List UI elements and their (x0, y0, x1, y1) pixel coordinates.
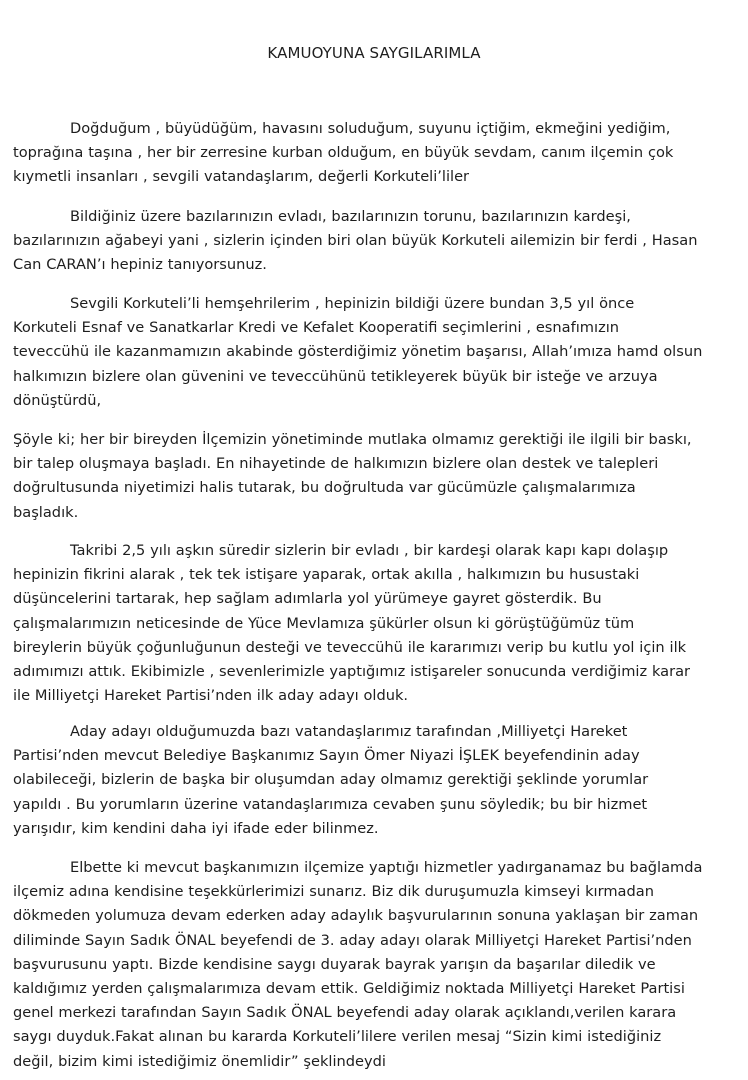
paragraph-line: Partisi’nden mevcut Belediye Başkanımız Sayın Ömer Niyazi İŞLEK beyefendinin aday (13, 747, 640, 765)
paragraph-1 (13, 117, 725, 190)
paragraph-line: genel merkezi tarafından Sayın Sadık ÖNAL beyefendi aday olarak açıklandı,verilen karara (13, 1004, 677, 1022)
paragraph-line: Sevgili Korkuteli’li hemşehrilerim , hepinizin bildiği üzere bundan 3,5 yıl önce (70, 295, 635, 312)
paragraph-5 (13, 539, 725, 708)
paragraph-line: teveccühü ile kazanmamızın akabinde gösterdiğimiz yönetim başarısı, Allah’ımıza hamd olsun (13, 343, 703, 361)
paragraph-line: bazılarınızın ağabeyi yani , sizlerin içinden biri olan büyük Korkuteli ailemizin bir ferdi , Hasan (13, 232, 698, 250)
paragraph-line: kaldığımız yerden çalışmalarımıza devam ettik. Geldiğimiz noktada Milliyetçi Hareket Partisi (13, 980, 685, 998)
paragraph-line: değil, bizim kimi istediğimiz önemlidir” şeklindeydi (13, 1052, 386, 1070)
paragraph-line: Can CARAN’ı hepiniz tanıyorsunuz. (13, 256, 267, 274)
paragraph-line: doğrultusunda niyetimizi halis tutarak, bu doğrultuda var gücümüzle çalışmalarımıza (13, 479, 636, 497)
paragraph-line: yapıldı . Bu yorumların üzerine vatandaşlarımıza cevaben şunu söyledik; bu bir hizmet (13, 795, 648, 813)
paragraph-line: düşüncelerini tartarak, hep sağlam adımlarla yol yürümeye gayret gösterdik. Bu (13, 590, 602, 608)
paragraph-3 (13, 292, 725, 413)
paragraph-line: hepinizin fikrini alarak , tek tek istişare yaparak, ortak akılla , halkımızın bu husustaki (13, 566, 640, 584)
paragraph-line: başladık. (13, 503, 79, 521)
paragraph-line: dönüştürdü, (13, 391, 102, 409)
paragraph-line: dökmeden yolumuza devam ederken aday adaylık başvurularının sonuna yaklaşan bir zaman (13, 907, 699, 925)
paragraph-line: Bildiğiniz üzere bazılarınızın evladı, bazılarınızın torunu, bazılarınızın kardeşi, (70, 208, 631, 225)
paragraph-line: Takribi 2,5 yılı aşkın süredir sizlerin bir evladı , bir kardeşi olarak kapı kapı dolaşıp (70, 542, 669, 559)
paragraph-6 (13, 720, 725, 841)
paragraph-line: olabileceği, bizlerin de başka bir oluşumdan aday olmamız gerektiği şeklinde yorumlar (13, 771, 649, 789)
paragraph-line: ile Milliyetçi Hareket Partisi’nden ilk aday adayı olduk. (13, 687, 409, 705)
paragraph-4 (13, 428, 725, 525)
paragraph-line: bir talep oluşmaya başladı. En nihayetinde de halkımızın bizlere olan destek ve talepleri (13, 455, 659, 473)
paragraph-line: diliminde Sayın Sadık ÖNAL beyefendi de 3. aday adayı olarak Milliyetçi Hareket Partisi’nden (13, 931, 692, 949)
paragraph-line: toprağına taşına , her bir zerresine kurban olduğum, en büyük sevdam, canım ilçemin çok (13, 144, 674, 162)
paragraph-2 (13, 205, 725, 278)
document-title: KAMUOYUNA SAYGILARIMLA (267, 44, 481, 62)
paragraph-line: halkımızın bizlere olan güvenini ve teveccühünü tetikleyerek büyük bir isteğe ve arzuya (13, 367, 658, 385)
paragraph-line: Aday adayı olduğumuzda bazı vatandaşlarımız tarafından ,Milliyetçi Hareket (70, 723, 628, 740)
paragraph-line: Şöyle ki; her bir bireyden İlçemizin yönetiminde mutlaka olmamız gerektiği ile ilgili bir baskı, (13, 431, 692, 448)
paragraph-line: bireylerin büyük çoğunluğunun desteği ve teveccühü ile kararımızı verip bu kutlu yol için ilk (13, 638, 687, 656)
paragraph-line: Elbette ki mevcut başkanımızın ilçemize yaptığı hizmetler yadırganamaz bu bağlamda (70, 859, 703, 876)
paragraph-7 (13, 856, 725, 1074)
paragraph-line: yarışıdır, kim kendini daha iyi ifade eder bilinmez. (13, 819, 379, 837)
paragraph-line: Korkuteli Esnaf ve Sanatkarlar Kredi ve Kefalet Kooperatifi seçimlerini , esnafımızın (13, 319, 620, 337)
paragraph-line: Doğduğum , büyüdüğüm, havasını soluduğum, suyunu içtiğim, ekmeğini yediğim, (70, 120, 671, 137)
paragraph-line: kıymetli insanları , sevgili vatandaşlarım, değerli Korkuteli’liler (13, 168, 470, 186)
paragraph-line: adımımızı attık. Ekibimizle , sevenlerimizle yaptığımız istişareler sonucunda verdiğimiz karar (13, 663, 691, 681)
paragraph-line: çalışmalarımızın neticesinde de Yüce Mevlamıza şükürler olsun ki görüştüğümüz tüm (13, 614, 635, 632)
paragraph-line: başvurusunu yaptı. Bizde kendisine saygı duyarak bayrak yarışın da başarılar diledik ve (13, 955, 656, 973)
paragraph-line: saygı duyduk.Fakat alınan bu kararda Korkuteli’lilere verilen mesaj “Sizin kimi istediğiniz (13, 1028, 662, 1046)
paragraph-line: ilçemiz adına kendisine teşekkürlerimizi sunarız. Biz dik duruşumuzla kimseyi kırmadan (13, 883, 654, 901)
